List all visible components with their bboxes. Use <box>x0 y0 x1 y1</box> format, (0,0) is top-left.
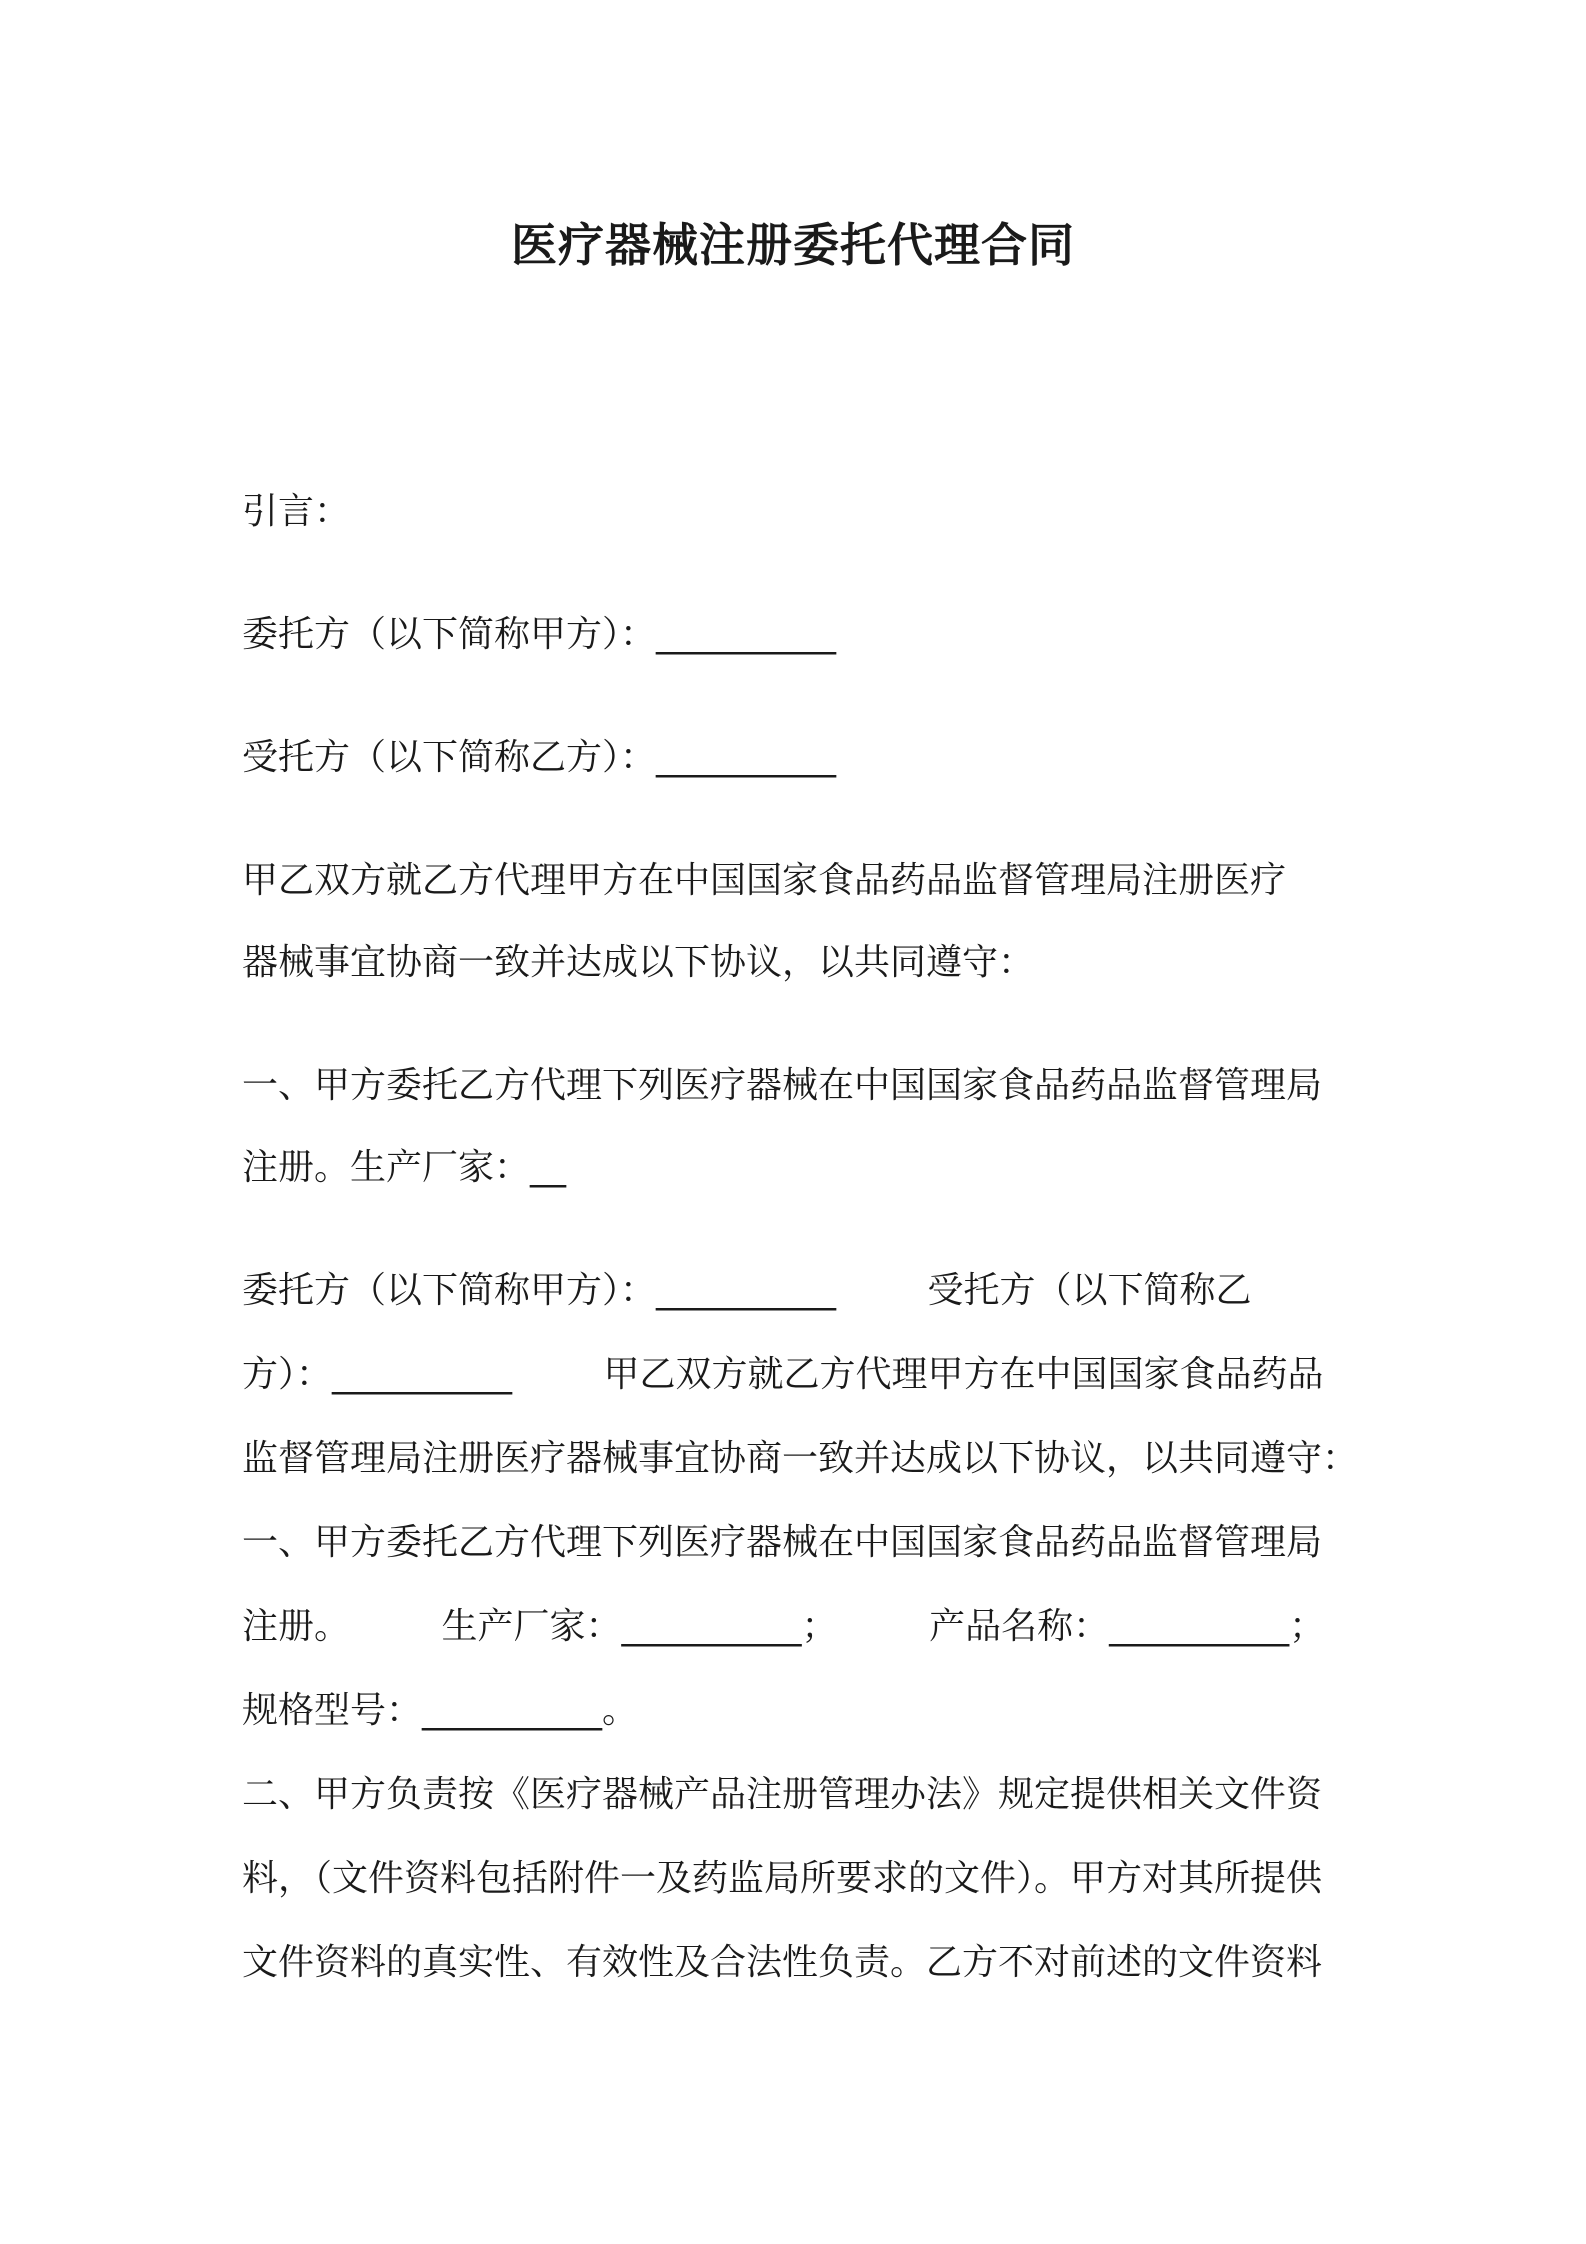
clause-one-line: 注册。 生产厂家：__________； 产品名称：__________； <box>242 1606 1326 1647</box>
clause-two-line: 文件资料的真实性、有效性及合法性负责。乙方不对前述的文件资料 <box>242 1942 1323 1983</box>
paragraph-line: 方）：__________ 甲乙双方就乙方代理甲方在中国国家食品药品 <box>242 1354 1324 1395</box>
paragraph-line: 监督管理局注册医疗器械事宜协商一致并达成以下协议，以共同遵守： <box>242 1438 1359 1479</box>
paragraph-line: 器械事宜协商一致并达成以下协议，以共同遵守： <box>242 942 1035 983</box>
clause-one-line: 注册。生产厂家：__ <box>242 1147 567 1188</box>
clause-two-line: 二、甲方负责按《医疗器械产品注册管理办法》规定提供相关文件资 <box>242 1774 1323 1815</box>
clause-two-line: 料，（文件资料包括附件一及药监局所要求的文件）。甲方对其所提供 <box>242 1858 1323 1899</box>
intro-heading: 引言： <box>242 491 351 532</box>
clause-one-line: 规格型号：__________。 <box>242 1690 639 1731</box>
paragraph-line: 甲乙双方就乙方代理甲方在中国国家食品药品监督管理局注册医疗 <box>242 860 1287 901</box>
principal-party-line: 委托方（以下简称甲方）：__________ <box>242 614 837 655</box>
paragraph-line: 委托方（以下简称甲方）：__________ 受托方（以下简称乙 <box>242 1270 1252 1311</box>
agent-party-line: 受托方（以下简称乙方）：__________ <box>242 737 837 778</box>
clause-one-line: 一、甲方委托乙方代理下列医疗器械在中国国家食品药品监督管理局 <box>242 1065 1323 1106</box>
document-title: 医疗器械注册委托代理合同 <box>511 218 1075 272</box>
clause-one-line: 一、甲方委托乙方代理下列医疗器械在中国国家食品药品监督管理局 <box>242 1522 1323 1563</box>
